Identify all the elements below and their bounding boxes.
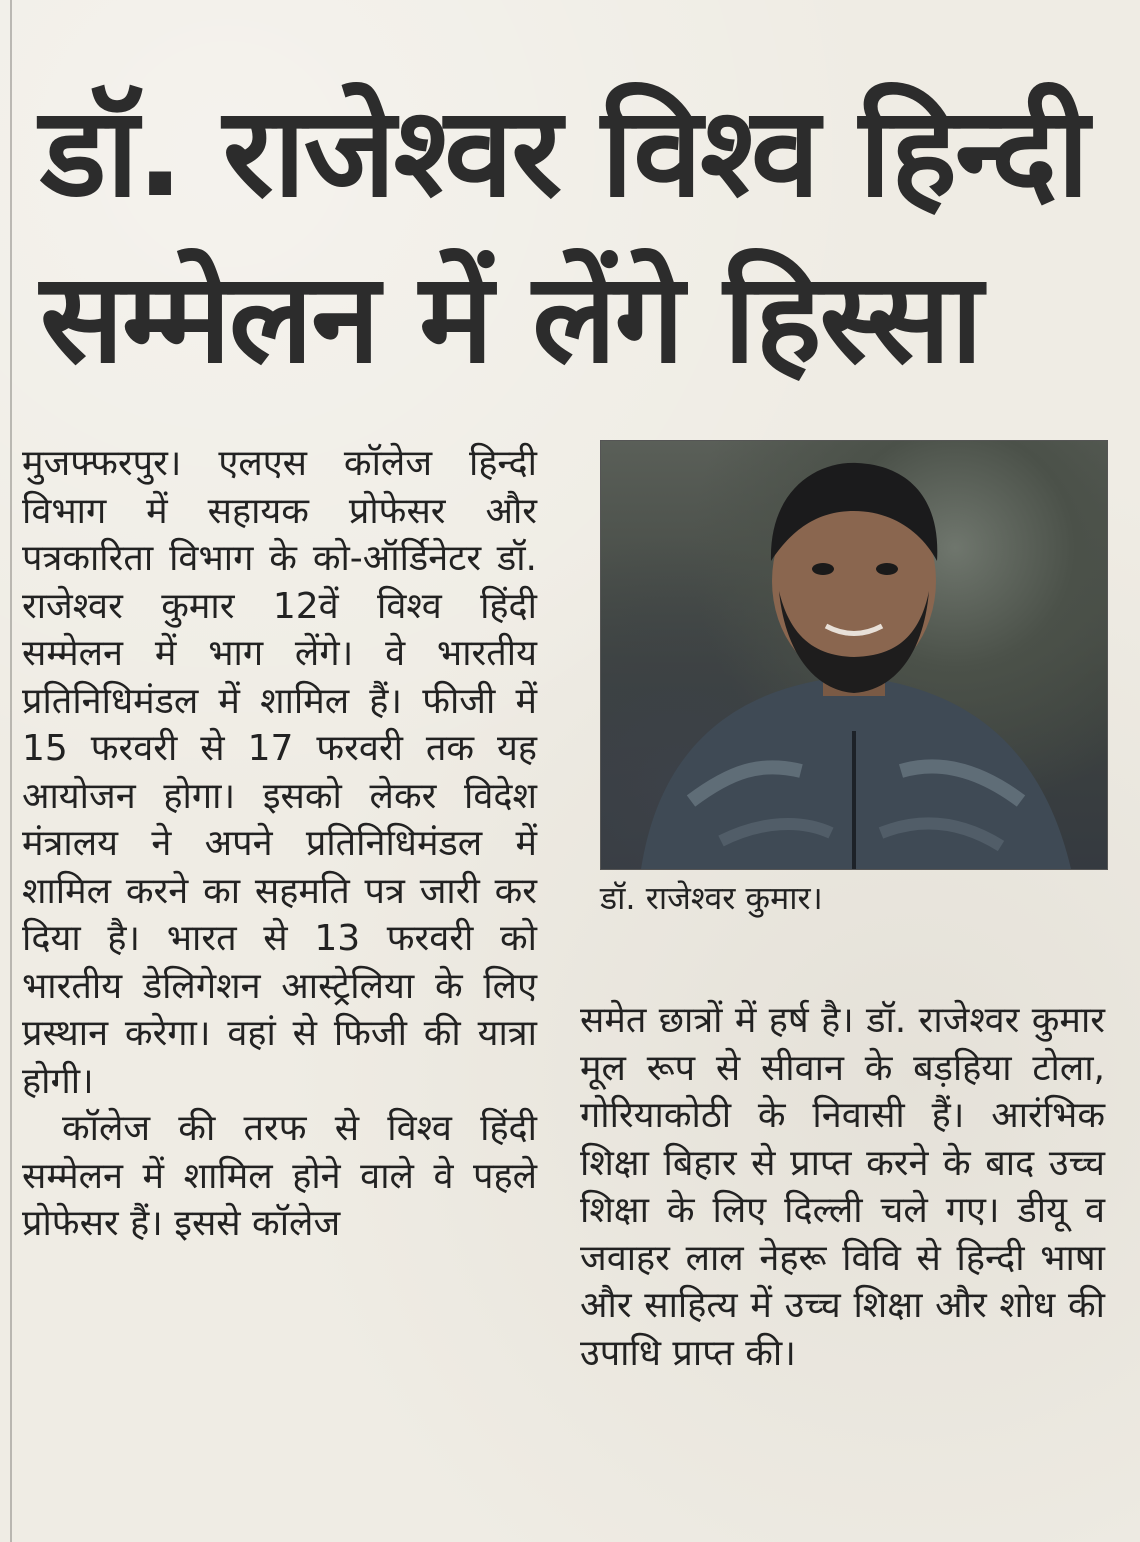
headline-line-1: डॉ. राजेश्वर विश्व हिन्दी: [40, 81, 1088, 225]
column-rule: [10, 0, 12, 1542]
article-paragraph-2-start: कॉलेज की तरफ से विश्व हिंदी सम्मेलन में शामिल होने वाले वे पहले प्रोफेसर हैं। इससे कॉलेज: [22, 1108, 537, 1244]
photo-caption: डॉ. राजेश्वर कुमार।: [600, 879, 823, 917]
portrait-illustration: [601, 441, 1107, 869]
headline-line-2: सम्मेलन में लेंगे हिस्सा: [40, 247, 981, 391]
portrait-photo: [600, 440, 1108, 870]
article-column-left: [22, 440, 537, 1248]
article-column-right: [580, 997, 1105, 1377]
article-paragraph-1: मुजफ्फरपुर। एलएस कॉलेज हिन्दी विभाग में सहायक प्रोफेसर और पत्रकारिता विभाग के को-ऑर्डिनेटर डॉ. राजेश्वर कुमार 12वें विश्व हिंदी सम्मेलन में भाग लेंगे। वे भारतीय प्रतिनिधिमंडल में शामिल हैं। फीजी में 15 फरवरी से 17 फरवरी तक यह आयोजन होगा। इसको लेकर विदेश मंत्रालय ने अपने प्रतिनिधिमंडल में शामिल करने का सहमति पत्र जारी कर दिया है। भारत से 13 फरवरी को भारतीय डेलिगेशन आस्ट्रेलिया के लिए प्रस्थान करेगा। वहां से फिजी की यात्रा होगी।: [22, 443, 537, 1102]
headline: [40, 70, 1120, 402]
article-paragraph-2-continued: समेत छात्रों में हर्ष है। डॉ. राजेश्वर कुमार मूल रूप से सीवान के बड़हिया टोला, गोरियाकोठी के निवासी हैं। आरंभिक शिक्षा बिहार से प्राप्त करने के बाद उच्च शिक्षा के लिए दिल्ली चले गए। डीयू व जवाहर लाल नेहरू विवि से हिन्दी भाषा और साहित्य में उच्च शिक्षा और शोध की उपाधि प्राप्त की।: [580, 1000, 1105, 1374]
